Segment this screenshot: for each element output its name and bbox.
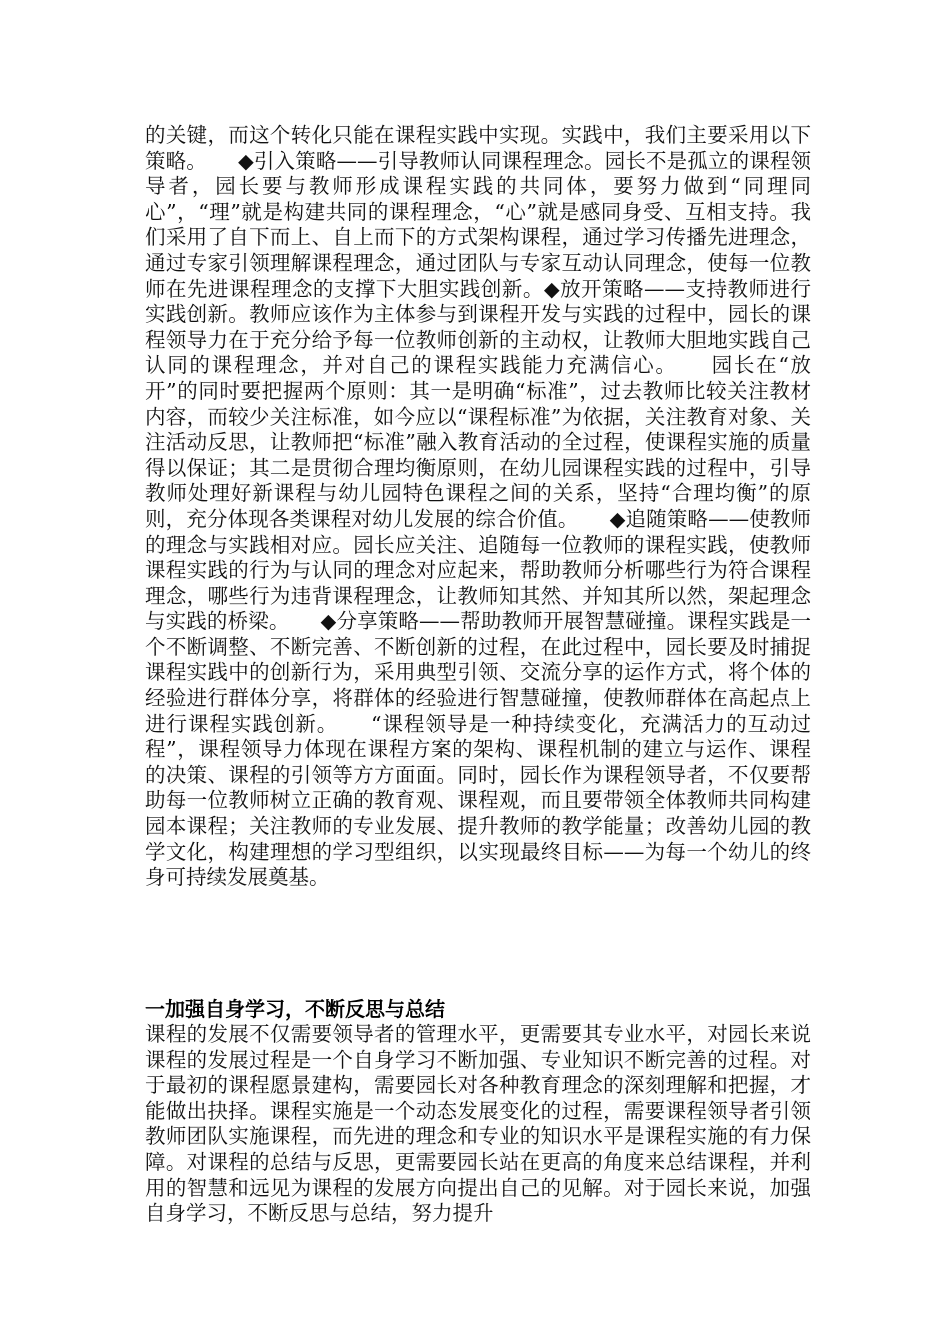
body-paragraph-1: 的关键，而这个转化只能在课程实践中实现。实践中，我们主要采用以下策略。 ◆引入策略——引导教师认同课程理念。园长不是孤立的课程领导者，园长要与教师形成课程实践的共同体，要努力做到“同理同心”，“理”就是构建共同的课程理念，“心”就是感同身受、互相支持。我们采用了自下而上、自上而下的方式架构课程，通过学习传播先进理念，通过专家引领理解课程理念，通过团队与专家互动认同理念，使每一位教师在先进课程理念的支撑下大胆实践创新。◆放开策略——支持教师进行实践创新。教师应该作为主体参与到课程开发与实践的过程中，园长的课程领导力在于充分给予每一位教师创新的主动权，让教师大胆地实践自己认同的课程理念，并对自己的课程实践能力充满信心。 园长在“放开”的同时要把握两个原则：其一是明确“标准”，过去教师比较关注教材内容，而较少关注标准，如今应以“课程标准”为依据，关注教育对象、关注活动反思，让教师把“标准”融入教育活动的全过程，使课程实施的质量得以保证；其二是贯彻合理均衡原则，在幼儿园课程实践的过程中，引导教师处理好新课程与幼儿园特色课程之间的关系，坚持“合理均衡”的原则，充分体现各类课程对幼儿发展的综合价值。 ◆追随策略——使教师的理念与实践相对应。园长应关注、追随每一位教师的课程实践，使教师课程实践的行为与认同的理念对应起来，帮助教师分析哪些行为符合课程理念，哪些行为违背课程理念，让教师知其然、并知其所以然，架起理念与实践的桥梁。 ◆分享策略——帮助教师开展智慧碰撞。课程实践是一个不断调整、不断完善、不断创新的过程，在此过程中，园长要及时捕捉课程实践中的创新行为，采用典型引领、交流分享的运作方式，将个体的经验进行群体分享，将群体的经验进行智慧碰撞，使教师群体在高起点上进行课程实践创新。 “课程领导是一种持续变化，充满活力的互动过程”，课程领导力体现在课程方案的架构、课程机制的建立与运作、课程的决策、课程的引领等方方面面。同时，园长作为课程领导者，不仅要帮助每一位教师树立正确的教育观、课程观，而且要带领全体教师共同构建园本课程；关注教师的专业发展、提升教师的教学能量；改善幼儿园的教学文化，构建理想的学习型组织，以实现最终目标——为每一个幼儿的终身可持续发展奠基。 <box>145 123 811 890</box>
body-paragraph-2: 课程的发展不仅需要领导者的管理水平，更需要其专业水平，对园长来说课程的发展过程是一个自身学习不断加强、专业知识不断完善的过程。对于最初的课程愿景建构，需要园长对各种教育理念的深刻理解和把握，才能做出抉择。课程实施是一个动态发展变化的过程，需要课程领导者引领教师团队实施课程，而先进的理念和专业的知识水平是课程实施的有力保障。对课程的总结与反思，更需要园长站在更高的角度来总结课程，并利用的智慧和远见为课程的发展方向提出自己的见解。对于园长来说，加强自身学习，不断反思与总结，努力提升 <box>145 1022 811 1226</box>
section-heading: 一加强自身学习，不断反思与总结 <box>145 997 445 1021</box>
